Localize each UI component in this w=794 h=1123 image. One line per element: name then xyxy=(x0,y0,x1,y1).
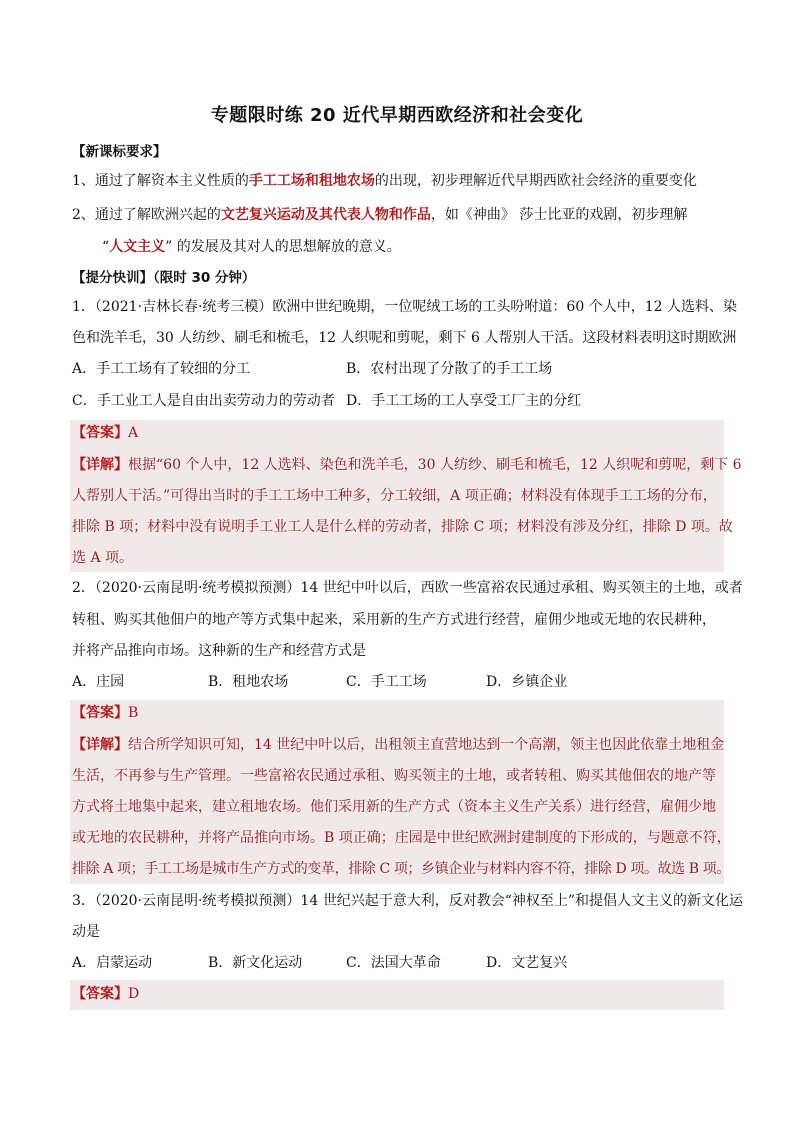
detail-text: 根据“60 个人中，12 人选料、染色和洗羊毛，30 人纺纱、刷毛和梳毛，12 人织呢和剪呢，剩下 6 xyxy=(128,457,742,473)
answer-label: 【答案】 xyxy=(72,425,128,441)
requirement-2-suffix: ，如《神曲》 莎士比亚的戏剧，初步理解 xyxy=(430,207,688,223)
question-2-stem-line-1: 2．（2020·云南昆明·统考模拟预测）14 世纪中叶以后，西欧一些富裕农民通过承租、购买领主的土地，或者 xyxy=(72,580,743,596)
requirement-1-highlight: 手工工场和租地农场 xyxy=(248,173,375,189)
question-1-option-d: D．手工工场的工人享受工厂主的分红 xyxy=(346,393,582,409)
requirement-1-suffix: 的出现，初步理解近代早期西欧社会经济的重要变化 xyxy=(374,173,697,189)
question-1-stem-line-1: 1．（2021·吉林长春·统考三模）欧洲中世纪晚期，一位呢绒工场的工头吩咐道：60 个人中，12 人选料、染 xyxy=(72,299,737,315)
question-1-detail-line-4: 选 A 项。 xyxy=(72,550,134,566)
question-1-stem-line-2: 色和洗羊毛，30 人纺纱、刷毛和梳毛，12 人织呢和剪呢，剩下 6 人帮别人干活。这段材料表明这时期欧洲 xyxy=(72,330,737,346)
question-2-option-d: D．乡镇企业 xyxy=(486,674,568,690)
requirement-2-suffix-2: ” 的发展及其对人的思想解放的意义。 xyxy=(165,239,401,255)
question-1-option-c: C．手工业工人是自由出卖劳动力的劳动者 xyxy=(72,393,335,409)
question-3-option-a: A．启蒙运动 xyxy=(72,955,153,971)
question-1-detail-line-2: 人帮别人干活。”可得出当时的手工工场中工种多，分工较细，A 项正确；材料没有体现手工工场的分布， xyxy=(72,488,717,504)
question-2-detail-line-5: 排除 A 项；手工工场是城市生产方式的变革，排除 C 项；乡镇企业与材料内容不符，排除 D 项。故选 B 项。 xyxy=(72,861,730,877)
question-3-answer xyxy=(72,983,724,1005)
answer-value: B xyxy=(128,705,139,721)
requirement-1 xyxy=(72,170,724,192)
page-title: 专题限时练 20 近代早期西欧经济和社会变化 xyxy=(210,105,584,126)
question-3-option-d: D．文艺复兴 xyxy=(486,955,568,971)
question-3-stem-line-1: 3．（2020·云南昆明·统考模拟预测）14 世纪兴起于意大利，反对教会“神权至上”和提倡人文主义的新文化运 xyxy=(72,893,744,909)
question-1-detail-line-1 xyxy=(72,454,742,476)
detail-text: 结合所学知识可知，14 世纪中叶以后，出租领主直营地达到一个高潮，领主也因此依靠土地租金 xyxy=(128,737,725,753)
answer-value: D xyxy=(128,986,140,1002)
requirement-2 xyxy=(72,204,724,226)
detail-label: 【详解】 xyxy=(72,737,128,753)
answer-label: 【答案】 xyxy=(72,986,128,1002)
question-1-answer xyxy=(72,422,724,444)
requirement-2-text: 2、通过了解欧洲兴起的 xyxy=(72,207,221,223)
question-2-answer-box xyxy=(70,700,731,884)
question-1-option-b: B．农村出现了分散了的手工工场 xyxy=(346,361,553,377)
detail-label: 【详解】 xyxy=(72,457,128,473)
question-1-option-a: A．手工工场有了较细的分工 xyxy=(72,361,251,377)
question-2-detail-line-1 xyxy=(72,734,724,756)
drill-header-time: （限时 30 分钟） xyxy=(153,270,256,286)
requirement-2-continued xyxy=(102,236,754,258)
requirement-1-text: 1、通过了解资本主义性质的 xyxy=(72,173,249,189)
question-2-detail-line-3: 方式将土地集中起来，建立租地农场。他们采用新的生产方式（资本主义生产关系）进行经营，雇佣少地 xyxy=(72,799,716,815)
question-1-detail-line-3: 排除 B 项；材料中没有说明手工业工人是什么样的劳动者，排除 C 项；材料没有涉及分红，排除 D 项。故 xyxy=(72,519,733,535)
question-2-detail-line-4: 或无地的农民耕种，并将产品推向市场。B 项正确；庄园是中世纪欧洲封建制度的下形成的，与题意不符， xyxy=(72,830,731,846)
question-2-option-a: A．庄园 xyxy=(72,674,125,690)
requirement-2-highlight: 文艺复兴运动及其代表人物和作品 xyxy=(220,207,431,223)
answer-value: A xyxy=(128,425,139,441)
question-3-option-c: C．法国大革命 xyxy=(346,955,441,971)
question-2-option-c: C．手工工场 xyxy=(346,674,427,690)
question-2-stem-line-3: 并将产品推向市场。这种新的生产和经营方式是 xyxy=(72,643,366,659)
question-2-answer xyxy=(72,702,724,724)
question-2-detail-line-2: 生活，不再参与生产管理。一些富裕农民通过承租、购买领主的土地，或者转租、购买其他佃农的地产等 xyxy=(72,768,716,784)
requirement-2-quote-open: “ xyxy=(102,239,110,255)
question-3-stem-line-2: 动是 xyxy=(72,924,100,940)
drill-header xyxy=(72,267,724,289)
requirements-header: 【新课标要求】 xyxy=(72,144,167,160)
answer-label: 【答案】 xyxy=(72,705,128,721)
requirement-2-highlight-2: 人文主义 xyxy=(109,239,166,255)
drill-header-title: 【提分快训】 xyxy=(72,270,153,286)
question-2-option-b: B．租地农场 xyxy=(208,674,289,690)
question-3-option-b: B．新文化运动 xyxy=(208,955,303,971)
question-2-stem-line-2: 转租、购买其他佃户的地产等方式集中起来，采用新的生产方式进行经营，雇佣少地或无地的农民耕种， xyxy=(72,612,716,628)
